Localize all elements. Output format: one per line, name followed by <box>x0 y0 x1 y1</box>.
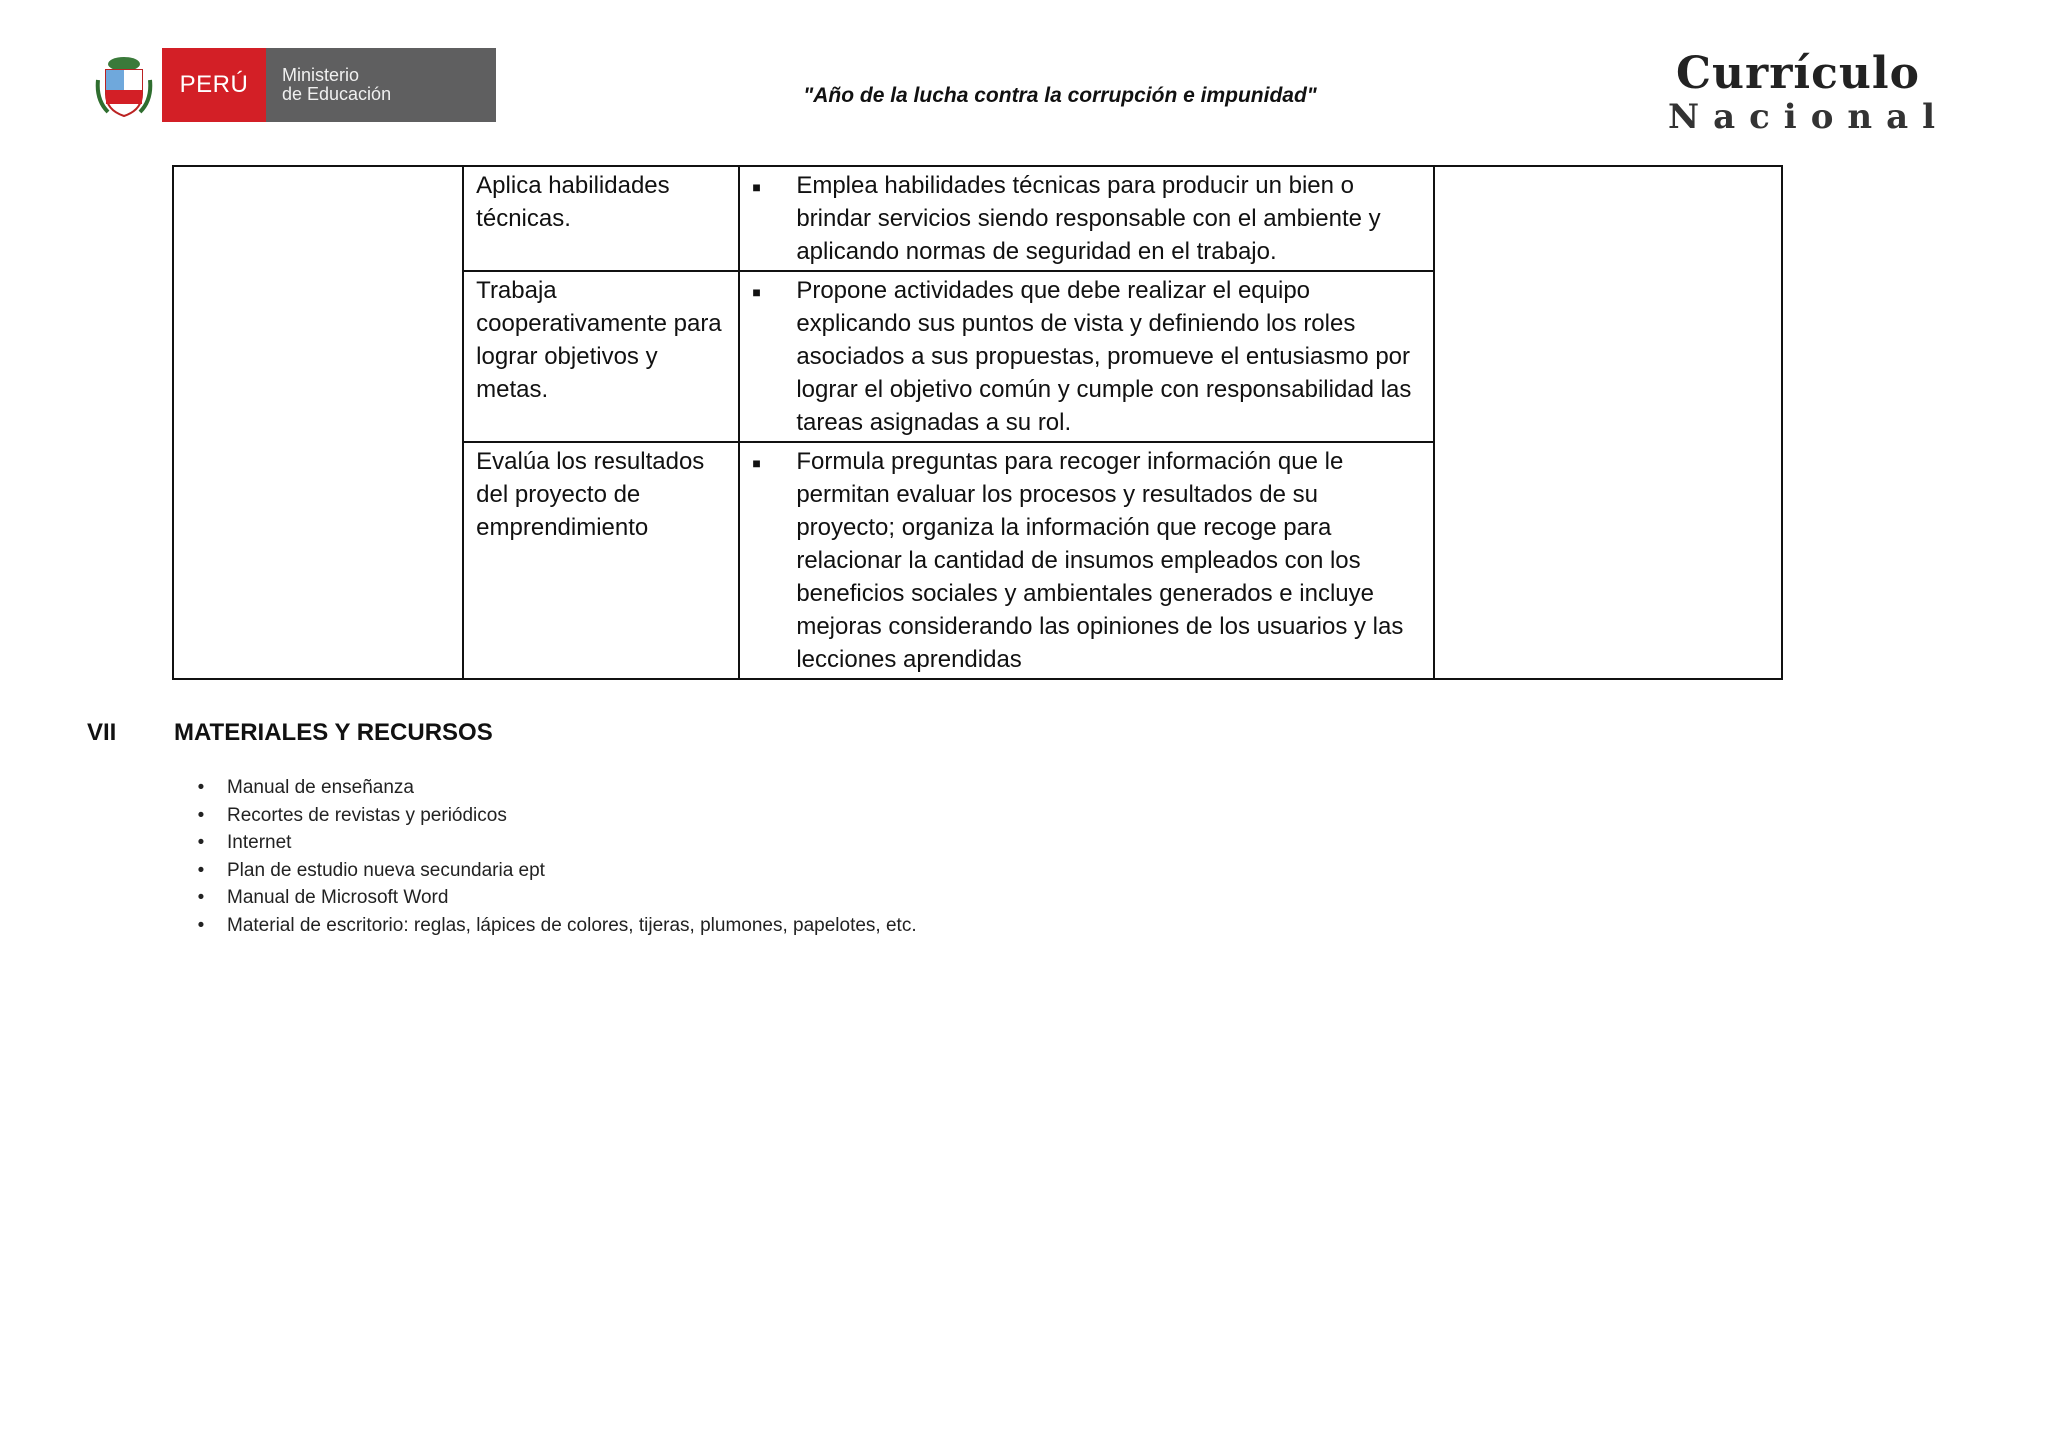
indicator-text: Emplea habilidades técnicas para producir un bien o brindar servicios siendo responsable con el ambiente y aplicando normas de seguridad en el trabajo. <box>796 172 1381 265</box>
competency-cell <box>173 166 463 679</box>
bullet-icon: • <box>197 832 205 853</box>
curriculo-subtitle: Nacional <box>1668 97 1950 137</box>
list-item <box>175 802 917 830</box>
capacity-cell: Aplica habilidades técnicas. <box>463 166 739 271</box>
ministry-line-1: Ministerio <box>282 65 360 85</box>
square-bullet-icon: ■ <box>752 455 761 471</box>
coat-of-arms-icon <box>94 50 154 120</box>
section-number: VII <box>87 719 117 746</box>
ministry-logo-box <box>266 48 496 122</box>
list-item <box>175 774 917 802</box>
table-row <box>173 166 1782 271</box>
minedu-logo <box>94 45 496 125</box>
list-item-text: Internet <box>227 832 292 853</box>
curriculo-title: Currículo <box>1676 48 1920 99</box>
bullet-icon: • <box>197 914 205 936</box>
indicator-cell <box>739 271 1433 442</box>
instrument-cell <box>1434 166 1782 679</box>
list-item-text: Plan de estudio nueva secundaria ept <box>227 859 545 881</box>
list-item-text: Material de escritorio: reglas, lápices de colores, tijeras, plumones, papelotes, etc. <box>227 914 917 936</box>
year-motto: "Año de la lucha contra la corrupción e impunidad" <box>803 84 1317 107</box>
capacity-cell: Trabaja cooperativamente para lograr objetivos y metas. <box>463 271 739 442</box>
competency-table <box>172 165 1783 680</box>
peru-logo-box: PERÚ <box>162 48 266 122</box>
list-item-text: Recortes de revistas y periódicos <box>227 804 507 826</box>
indicator-cell <box>739 166 1433 271</box>
square-bullet-icon: ■ <box>752 179 761 195</box>
list-item-text: Manual de enseñanza <box>227 777 414 798</box>
bullet-icon: • <box>197 777 205 798</box>
bullet-icon: • <box>197 887 205 908</box>
list-item-text: Manual de Microsoft Word <box>227 887 449 908</box>
list-item <box>175 829 917 857</box>
indicator-cell <box>739 442 1433 679</box>
bullet-icon: • <box>197 859 205 881</box>
list-item <box>175 884 917 912</box>
curriculo-nacional-logo <box>1668 48 1950 137</box>
bullet-icon: • <box>197 804 205 826</box>
list-item <box>175 857 917 885</box>
indicator-text: Propone actividades que debe realizar el equipo explicando sus puntos de vista y definiendo los roles asociados a sus propuestas, promueve el entusiasmo por lograr el objetivo común y cumple con responsabilidad las tareas asignadas a su rol. <box>796 277 1412 436</box>
section-title: MATERIALES Y RECURSOS <box>174 719 493 746</box>
indicator-text: Formula preguntas para recoger información que le permitan evaluar los procesos y resultados de su proyecto; organiza la información que recoge para relacionar la cantidad de insumos empleados con los beneficios sociales y ambientales generados e incluye mejoras considerando las opiniones de los usuarios y las lecciones aprendidas <box>796 448 1404 673</box>
ministry-line-2: de Educación <box>282 84 392 104</box>
list-item <box>175 912 917 940</box>
materials-list <box>175 774 917 939</box>
capacity-cell: Evalúa los resultados del proyecto de emprendimiento <box>463 442 739 679</box>
square-bullet-icon: ■ <box>752 284 761 300</box>
